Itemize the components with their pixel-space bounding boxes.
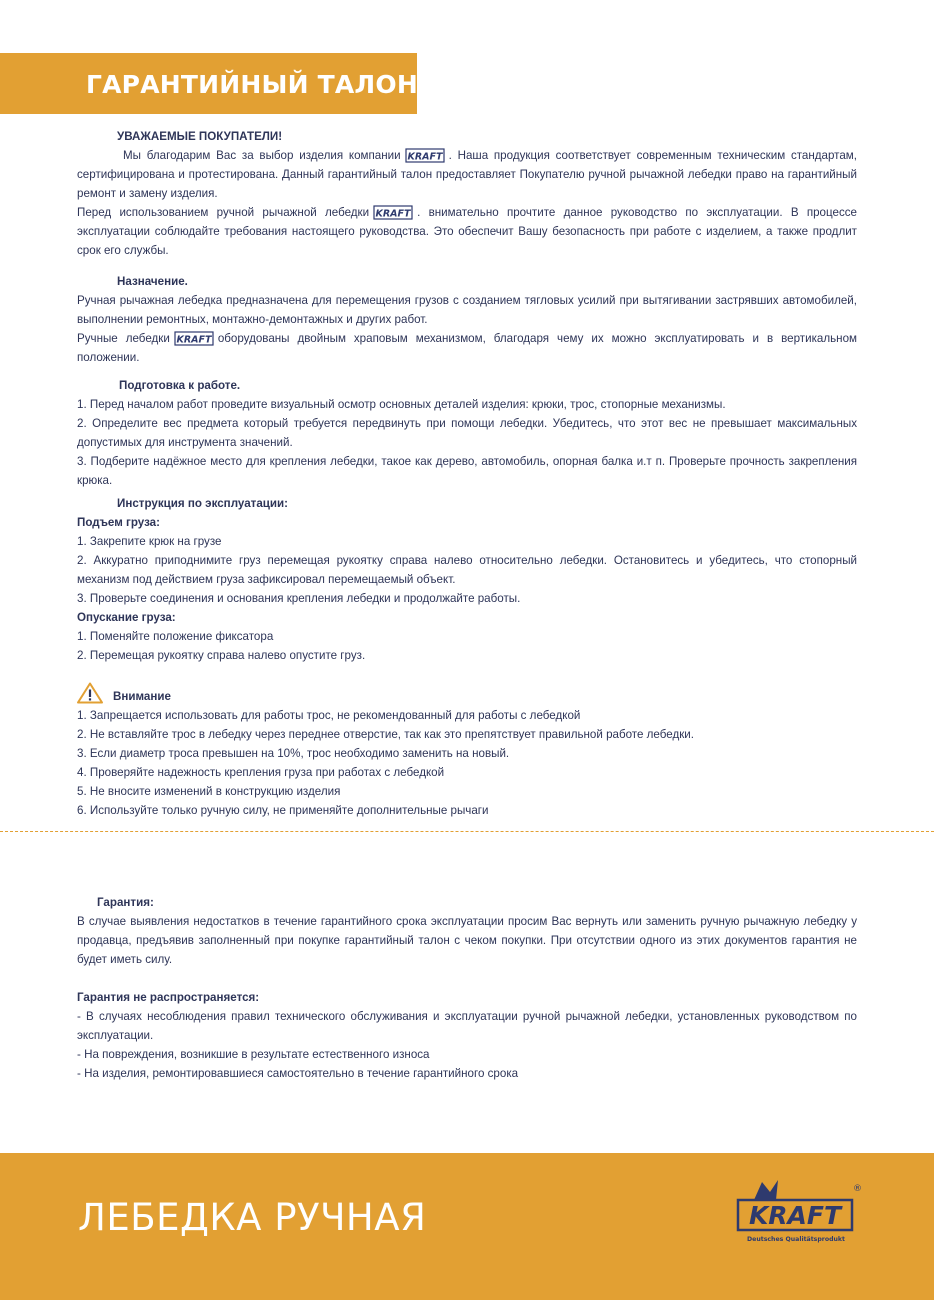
intro-p1-text-a: Мы благодарим Вас за выбор изделия компании	[123, 149, 401, 162]
purpose-paragraph-1: Ручная рычажная лебедка предназначена для перемещения грузов с созданием тягловых усилий при вытягивании застрявших автомобилей, выполнении ремонтных, монтажно-демонтажных и других работ.	[77, 294, 857, 326]
exclusion-item: - На повреждения, возникшие в результате естественного износа	[77, 1048, 430, 1061]
lower-heading: Опускание груза:	[77, 611, 176, 624]
greeting: УВАЖАЕМЫЕ ПОКУПАТЕЛИ!	[117, 130, 283, 143]
preparation-item: 1. Перед началом работ проведите визуальный осмотр основных деталей изделия: крюки, трос, стопорные механизмы.	[77, 398, 726, 411]
exclusions-heading: Гарантия не распространяется:	[77, 991, 260, 1004]
lower-item: 1. Поменяйте положение фиксатора	[77, 630, 274, 643]
kraft-logo-griffin-icon	[754, 1180, 778, 1200]
guarantee-section	[77, 893, 857, 1083]
lift-heading: Подъем груза:	[77, 516, 160, 529]
product-title: ЛЕБЕДКА РУЧНАЯ	[78, 1196, 427, 1239]
intro-paragraph-1	[77, 146, 857, 203]
warning-item: 1. Запрещается использовать для работы трос, не рекомендованный для работы с лебедкой	[77, 709, 581, 722]
kraft-inline-logo-3	[174, 331, 214, 346]
preparation-heading: Подготовка к работе.	[119, 379, 241, 392]
warning-heading: Внимание	[113, 690, 171, 703]
intro-paragraph-2	[77, 203, 857, 260]
kraft-inline-logo-3-text: KRAFT	[176, 334, 212, 346]
warning-heading-row	[77, 682, 857, 706]
guarantee-heading: Гарантия:	[97, 896, 154, 909]
kraft-inline-logo-2	[373, 205, 413, 220]
preparation-section	[77, 376, 857, 490]
warning-item: 6. Используйте только ручную силу, не применяйте дополнительные рычаги	[77, 804, 489, 817]
warning-item: 2. Не вставляйте трос в лебедку через переднее отверстие, так как это препятствует правильной работе лебедки.	[77, 728, 694, 741]
purpose-p2-text-a: Ручные лебедки	[77, 332, 170, 345]
page-title: ГАРАНТИЙНЫЙ ТАЛОН	[86, 70, 418, 99]
intro-p2-text-b: . внимательно прочтите данное руководство по эксплуатации. В процессе эксплуатации соблюдайте требования настоящего руководства. Это обеспечит Вашу безопасность при работе с изделием, а также продлит срок его службы.	[77, 206, 857, 257]
purpose-section	[77, 272, 857, 367]
warning-item: 4. Проверяйте надежность крепления груза при работах с лебедкой	[77, 766, 445, 779]
warning-item: 5. Не вносите изменений в конструкцию изделия	[77, 785, 341, 798]
lower-item: 2. Перемещая рукоятку справа налево опустите груз.	[77, 649, 366, 662]
cut-line-divider	[0, 831, 934, 832]
preparation-item: 3. Подберите надёжное место для крепления лебедки, такое как дерево, автомобиль, опорная балка и.т п. Проверьте прочность закрепления крюка.	[77, 455, 857, 487]
warning-triangle-icon	[77, 682, 103, 704]
intro-p1-text-b: . Наша продукция соответствует современным техническим стандартам, сертифицирована и протестирована. Данный гарантийный талон предоставляет Покупателю ручной рычажной лебедки право на гарантийный ремонт и замену изделия.	[77, 149, 857, 200]
lift-item: 1. Закрепите крюк на грузе	[77, 535, 222, 548]
kraft-inline-logo-2-text: KRAFT	[375, 208, 411, 220]
preparation-item: 2. Определите вес предмета который требуется передвинуть при помощи лебедки. Убедитесь, что этот вес не превышает максимальных допустимых для инструмента значений.	[77, 417, 857, 449]
lift-item: 3. Проверьте соединения и основания крепления лебедки и продолжайте работы.	[77, 592, 521, 605]
kraft-inline-logo-1-text: KRAFT	[407, 151, 443, 163]
kraft-logo-text: KRAFT	[748, 1201, 842, 1230]
purpose-p2-text-b: оборудованы двойным храповым механизмом, благодаря чему их можно эксплуатировать и в вертикальном положении.	[77, 332, 857, 364]
exclusion-item: - В случаях несоблюдения правил технического обслуживания и эксплуатации ручной рычажной лебедки, установленных руководством по эксплуатации.	[77, 1010, 857, 1042]
exclusion-item: - На изделия, ремонтировавшиеся самостоятельно в течение гарантийного срока	[77, 1067, 519, 1080]
instructions-heading: Инструкция по эксплуатации:	[117, 497, 289, 510]
warning-section	[77, 682, 857, 820]
kraft-logo-reg: ®	[853, 1184, 862, 1194]
kraft-logo	[732, 1178, 860, 1248]
intro-section	[77, 127, 857, 260]
instructions-section	[77, 494, 857, 665]
warning-item: 3. Если диаметр троса превышен на 10%, трос необходимо заменить на новый.	[77, 747, 510, 760]
lift-item: 2. Аккуратно приподнимите груз перемещая рукоятку справа налево относительно лебедки. Остановитесь и убедитесь, что стопорный механизм под действием груза зафиксировал перемещаемый объект.	[77, 554, 857, 586]
purpose-paragraph-2	[77, 329, 857, 367]
guarantee-text: В случае выявления недостатков в течение гарантийного срока эксплуатации просим Вас вернуть или заменить ручную рычажную лебедку у продавца, предъявив заполненный при покупке гарантийный талон с чеком покупки. При отсутствии одного из этих документов гарантия не будет иметь силу.	[77, 915, 857, 966]
intro-p2-text-a: Перед использованием ручной рычажной лебедки	[77, 206, 370, 219]
kraft-logo-tagline: Deutsches Qualitätsprodukt	[747, 1236, 845, 1243]
purpose-heading: Назначение.	[117, 275, 188, 288]
kraft-inline-logo-1	[405, 148, 445, 163]
